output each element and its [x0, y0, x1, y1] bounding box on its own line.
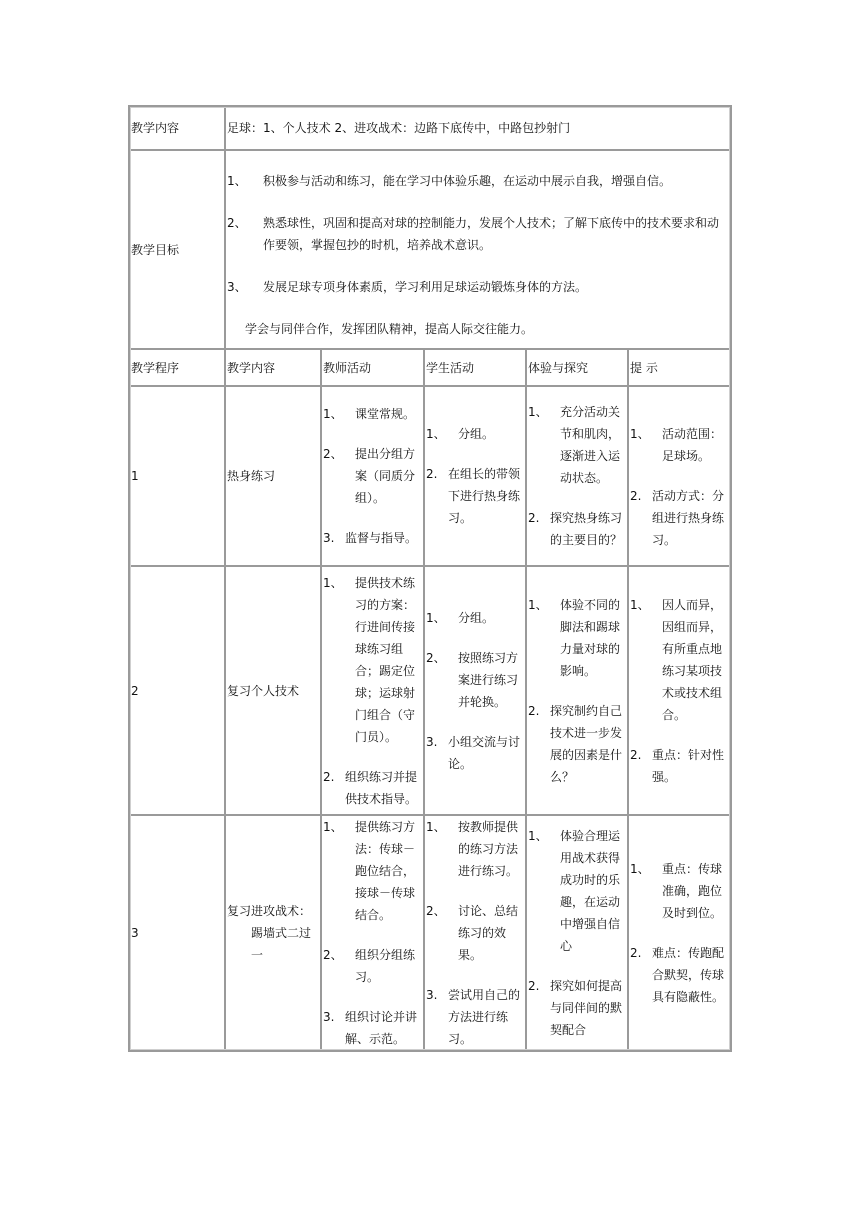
table-row	[129, 386, 731, 566]
student-activity-cell	[424, 386, 526, 566]
student-activity-item: 2. 在组长的带领下进行热身练习。	[426, 467, 521, 525]
program-number: 1	[129, 386, 225, 566]
hint-cell	[628, 566, 731, 815]
header-cell: 提 示	[628, 349, 731, 386]
program-content: 热身练习	[225, 386, 321, 566]
program-content: 复习进攻战术：踢墙式二过一	[225, 815, 321, 1051]
explore-activity-cell	[526, 815, 628, 1051]
teacher-activity-item: 3. 监督与指导。	[323, 531, 418, 545]
lesson-plan-table	[128, 105, 732, 1052]
program-number: 2	[129, 566, 225, 815]
goals-cell	[225, 150, 731, 349]
student-activity-item: 3. 尝试用自己的方法进行练习。	[426, 988, 521, 1046]
hint-item: 2. 活动方式：分组进行热身练习。	[630, 489, 725, 547]
header-cell: 教学内容	[225, 349, 321, 386]
label-teaching-goals: 教学目标	[129, 150, 225, 349]
teacher-activity-item: 1、 课堂常规。	[323, 407, 416, 421]
program-number: 3	[129, 815, 225, 1051]
teacher-activity-item: 1、 提供技术练习的方案：行进间传接球练习组合；踢定位球；运球射门组合（守门员）。	[323, 575, 416, 744]
teacher-activity-cell	[321, 815, 424, 1051]
table-row	[129, 566, 731, 815]
hint-item: 1、 重点：传球准确，跑位及时到位。	[630, 862, 723, 920]
teacher-activity-item: 2、 提出分组方案（同质分组）。	[323, 447, 416, 505]
hint-cell	[628, 815, 731, 1051]
teacher-activity-item: 2. 组织练习并提供技术指导。	[323, 769, 418, 806]
hint-item: 1、 因人而异，因组而异，有所重点地练习某项技术或技术组合。	[630, 597, 723, 722]
lesson-plan-document	[128, 105, 730, 1052]
explore-activity-cell	[526, 386, 628, 566]
student-activity-item: 1、 按教师提供的练习方法进行练习。	[426, 820, 519, 878]
explore-activity-item: 1、 体验不同的脚法和踢球力量对球的影响。	[528, 597, 621, 678]
teacher-activity-item: 1、 提供练习方法：传球－跑位结合，接球－传球结合。	[323, 820, 416, 922]
explore-activity-cell	[526, 566, 628, 815]
goal-extra: 学会与同伴合作，发挥团队精神，提高人际交往能力。	[245, 322, 534, 336]
teacher-activity-cell	[321, 566, 424, 815]
teacher-activity-item: 3. 组织讨论并讲解、示范。	[323, 1010, 418, 1046]
header-cell: 学生活动	[424, 349, 526, 386]
student-activity-item: 1、 分组。	[426, 610, 495, 625]
table-row	[129, 815, 731, 1051]
header-row	[129, 349, 731, 386]
student-activity-item: 2、 按照练习方案进行练习并轮换。	[426, 650, 519, 709]
student-activity-cell	[424, 815, 526, 1051]
teacher-activity-cell	[321, 386, 424, 566]
goal-item: 3、 发展足球专项身体素质，学习利用足球运动锻炼身体的方法。	[227, 280, 588, 294]
student-activity-cell	[424, 566, 526, 815]
header-cell: 体验与探究	[526, 349, 628, 386]
hint-item: 1、 活动范围：足球场。	[630, 427, 723, 463]
header-cell: 教学程序	[129, 349, 225, 386]
goal-item: 1、 积极参与活动和练习，能在学习中体验乐趣，在运动中展示自我，增强自信。	[227, 174, 672, 188]
explore-activity-item: 1、 充分活动关节和肌肉，逐渐进入运动状态。	[528, 405, 621, 485]
goal-item: 2、 熟悉球性，巩固和提高对球的控制能力，发展个人技术；了解下底传中的技术要求和动作要领，掌握包抄的时机，培养战术意识。	[227, 216, 720, 252]
teacher-activity-item: 2、 组织分组练习。	[323, 948, 416, 984]
student-activity-item: 3. 小组交流与讨论。	[426, 734, 521, 771]
explore-activity-item: 1、 体验合理运用战术获得成功时的乐趣，在运动中增强自信心	[528, 829, 621, 953]
hint-item: 2. 难点：传跑配合默契，传球具有隐蔽性。	[630, 946, 725, 1004]
row-teaching-content	[129, 106, 731, 150]
hint-cell	[628, 386, 731, 566]
explore-activity-item: 2. 探究热身练习的主要目的？	[528, 511, 623, 547]
hint-item: 2. 重点：针对性强。	[630, 747, 725, 784]
explore-activity-item: 2. 探究如何提高与同伴间的默契配合	[528, 979, 623, 1037]
row-teaching-goals	[129, 150, 731, 349]
value-teaching-content: 足球：1、个人技术 2、进攻战术：边路下底传中，中路包抄射门	[225, 106, 731, 150]
student-activity-item: 1、 分组。	[426, 427, 495, 441]
student-activity-item: 2、 讨论、总结练习的效果。	[426, 904, 519, 962]
label-teaching-content: 教学内容	[129, 106, 225, 150]
header-cell: 教师活动	[321, 349, 424, 386]
explore-activity-item: 2. 探究制约自己技术进一步发展的因素是什么？	[528, 703, 623, 784]
program-content: 复习个人技术	[225, 566, 321, 815]
